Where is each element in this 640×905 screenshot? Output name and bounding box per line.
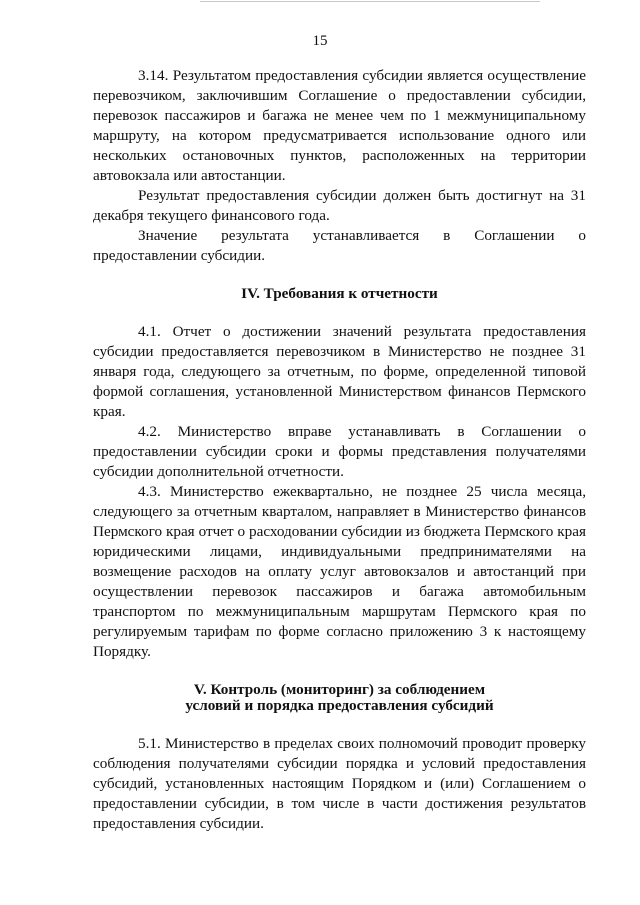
spacer (93, 302, 586, 322)
paragraph-value-set: Значение результата устанавливается в Соглашении о предоставлении субсидии. (93, 227, 586, 264)
section-heading-v-line1: V. Контроль (мониторинг) за соблюдением (193, 681, 486, 698)
top-scan-rule (200, 1, 540, 2)
spacer (93, 662, 586, 682)
paragraph-5-1: 5.1. Министерство в пределах своих полномочий проводит проверку соблюдения получателями субсидии порядка и условий предоставления субсидий, установленных настоящим Порядком и (или) Соглашением о предоставлении субсидии, в том числе в части достижения результатов предоставления субсидии. (93, 735, 586, 832)
section-heading-v-line2: условий и порядка предоставления субсидий (185, 697, 494, 714)
paragraph-4-1: 4.1. Отчет о достижении значений результата предоставления субсидии предоставляется перевозчиком в Министерство не позднее 31 января года, следующего за отчетным, по форме, определенной типовой формой соглашения, установленной Министерством финансов Пермского края. (93, 323, 586, 420)
spacer (93, 266, 586, 286)
document-body (93, 66, 586, 834)
paragraph-3-14: 3.14. Результатом предоставления субсидии является осуществление перевозчиком, заключившим Соглашение о предоставлении субсидии, перевозок пассажиров и багажа не менее чем по 1 межмуниципальному маршруту, на котором предусматривается использование одного или нескольких остановочных пунктов, расположенных на территории автовокзала или автостанции. (93, 67, 586, 184)
section-heading-iv: IV. Требования к отчетности (241, 285, 438, 302)
paragraph-4-2: 4.2. Министерство вправе устанавливать в Соглашении о предоставлении субсидии сроки и формы представления получателями субсидии дополнительной отчетности. (93, 423, 586, 480)
page-number: 15 (312, 33, 328, 49)
paragraph-result-deadline: Результат предоставления субсидии должен быть достигнут на 31 декабря текущего финансового года. (93, 187, 586, 224)
paragraph-4-3: 4.3. Министерство ежеквартально, не позднее 25 числа месяца, следующего за отчетным кварталом, направляет в Министерство финансов Пермского края отчет о расходовании субсидии из бюджета Пермского края юридическими лицами, индивидуальными предпринимателями на возмещение расходов на оплату услуг автовокзалов и автостанций при осуществлении перевозок пассажиров и багажа автомобильным транспортом по межмуниципальным маршрутам Пермского края по регулируемым тарифам по форме согласно приложению 3 к настоящему Порядку. (93, 483, 586, 660)
spacer (93, 714, 586, 734)
